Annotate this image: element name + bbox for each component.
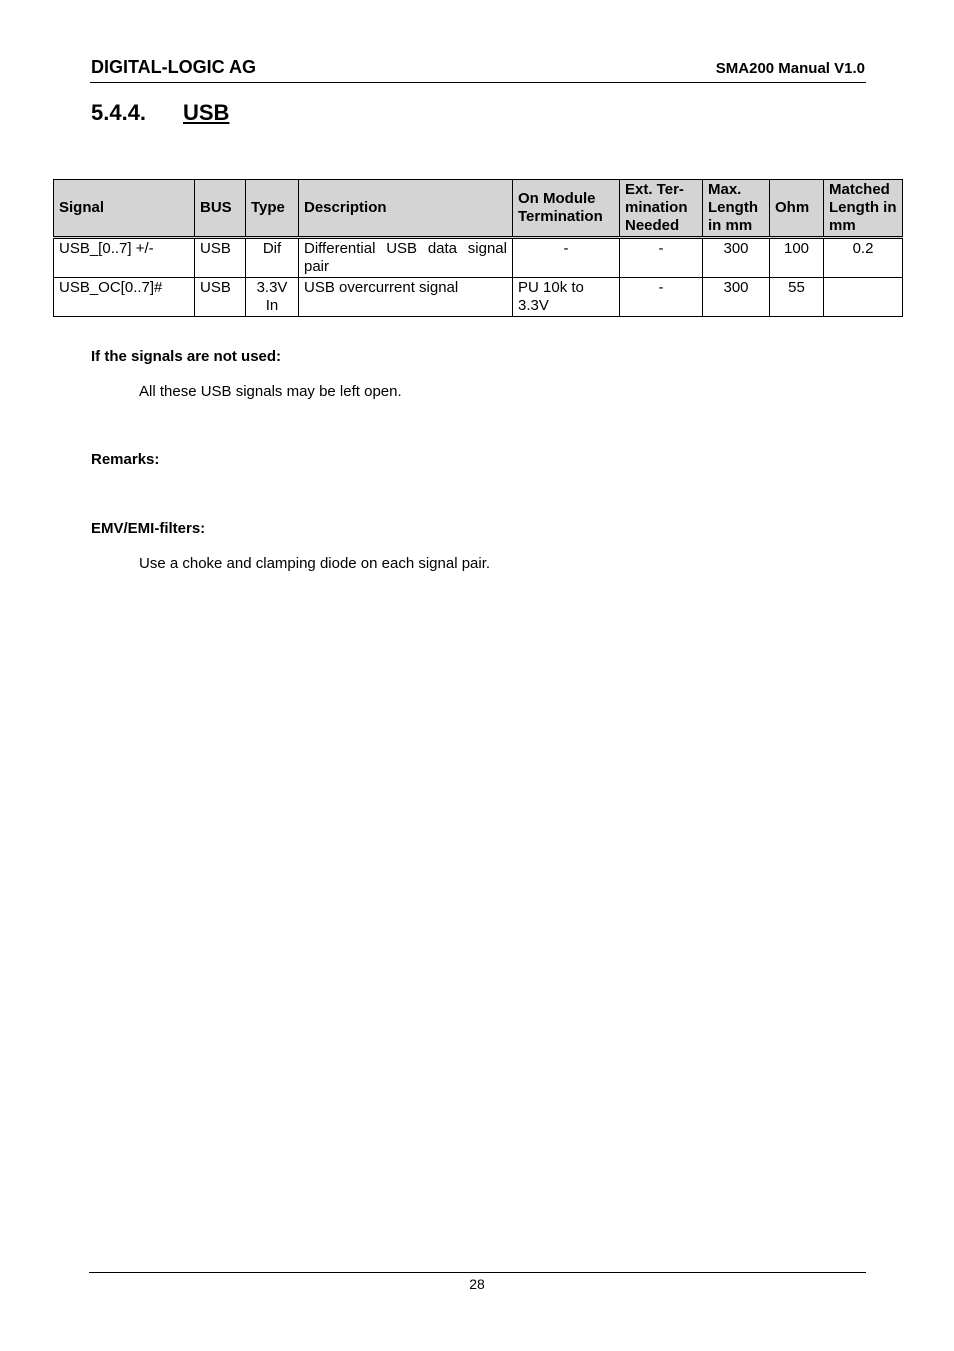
column-header: On Module Termination xyxy=(513,180,620,238)
table-cell xyxy=(824,278,903,317)
table-cell: USB_[0..7] +/- xyxy=(54,238,195,278)
emv-text: Use a choke and clamping diode on each signal pair. xyxy=(139,555,491,572)
manual-title: SMA200 Manual V1.0 xyxy=(715,60,865,77)
table-cell: Dif xyxy=(246,238,299,278)
table-cell: PU 10k to 3.3V xyxy=(513,278,620,317)
table-row xyxy=(54,278,903,317)
column-header: Ohm xyxy=(770,180,824,238)
footer-divider xyxy=(89,1272,866,1273)
table-header-row xyxy=(54,180,903,238)
column-header: Ext. Ter-mination Needed xyxy=(620,180,703,238)
column-header: Type xyxy=(246,180,299,238)
remarks-heading: Remarks: xyxy=(91,451,160,468)
table-cell: USB_OC[0..7]# xyxy=(54,278,195,317)
company-name: DIGITAL-LOGIC AG xyxy=(91,57,256,77)
section-number: 5.4.4. xyxy=(91,100,147,125)
table-row xyxy=(54,238,903,278)
column-header: BUS xyxy=(195,180,246,238)
page-number: 28 xyxy=(469,1276,485,1292)
table-cell: 300 xyxy=(703,278,770,317)
table-cell: 3.3V In xyxy=(246,278,299,317)
column-header: Matched Length in mm xyxy=(824,180,903,238)
column-header: Signal xyxy=(54,180,195,238)
emv-heading: EMV/EMI-filters: xyxy=(91,520,206,537)
column-header: Description xyxy=(299,180,513,238)
table-cell: Differential USB data signal pair xyxy=(299,238,513,278)
not-used-heading: If the signals are not used: xyxy=(91,348,282,365)
table-cell: USB xyxy=(195,238,246,278)
section-title: USB xyxy=(183,100,230,125)
usb-signal-table xyxy=(53,179,903,317)
column-header: Max. Length in mm xyxy=(703,180,770,238)
table-cell: 55 xyxy=(770,278,824,317)
table-cell: 300 xyxy=(703,238,770,278)
table-cell: 100 xyxy=(770,238,824,278)
section-heading xyxy=(91,100,229,126)
table-cell: - xyxy=(513,238,620,278)
table-cell: 0.2 xyxy=(824,238,903,278)
table-cell: USB xyxy=(195,278,246,317)
table-cell: - xyxy=(620,278,703,317)
page-header xyxy=(90,56,866,83)
table-cell: USB overcurrent signal xyxy=(299,278,513,317)
table-cell: - xyxy=(620,238,703,278)
not-used-text: All these USB signals may be left open. xyxy=(139,383,402,400)
